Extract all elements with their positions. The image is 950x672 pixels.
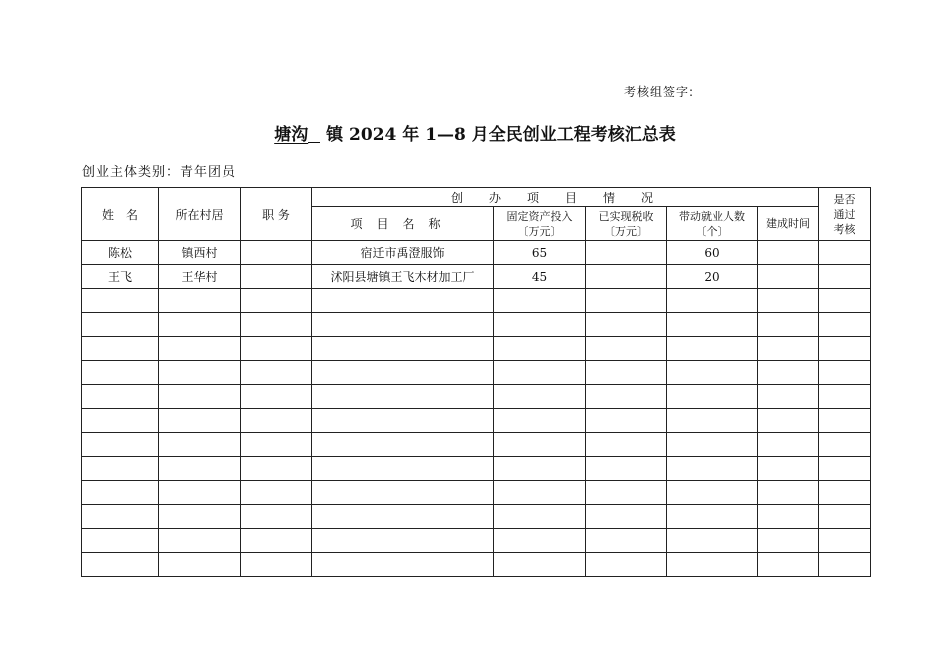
cell-position	[241, 289, 312, 313]
cell-tax	[586, 265, 667, 289]
cell-village	[159, 433, 241, 457]
cell-build-time	[758, 313, 819, 337]
cell-tax	[586, 553, 667, 577]
cell-passed	[819, 457, 871, 481]
cell-employment	[667, 289, 758, 313]
cell-employment: 20	[667, 265, 758, 289]
header-project-group: 创办项目情况	[312, 188, 819, 207]
cell-tax	[586, 289, 667, 313]
title-town: 塘沟	[274, 125, 309, 145]
empty-table-row	[82, 457, 871, 481]
cell-passed	[819, 361, 871, 385]
empty-table-row	[82, 313, 871, 337]
cell-position	[241, 241, 312, 265]
empty-table-row	[82, 481, 871, 505]
cell-village	[159, 457, 241, 481]
category-label: 创业主体类别：青年团员	[82, 165, 237, 180]
cell-project	[312, 457, 494, 481]
cell-position	[241, 433, 312, 457]
cell-fixed-assets	[494, 505, 586, 529]
cell-build-time	[758, 529, 819, 553]
cell-tax	[586, 337, 667, 361]
cell-tax	[586, 313, 667, 337]
cell-position	[241, 361, 312, 385]
header-build-time: 建成时间	[758, 207, 819, 241]
cell-project	[312, 505, 494, 529]
cell-fixed-assets: 65	[494, 241, 586, 265]
cell-tax	[586, 457, 667, 481]
cell-employment	[667, 505, 758, 529]
cell-project	[312, 529, 494, 553]
page-title	[0, 120, 950, 145]
cell-position	[241, 409, 312, 433]
cell-fixed-assets	[494, 457, 586, 481]
cell-project	[312, 289, 494, 313]
cell-tax	[586, 505, 667, 529]
cell-build-time	[758, 241, 819, 265]
cell-tax	[586, 241, 667, 265]
cell-fixed-assets	[494, 409, 586, 433]
cell-passed	[819, 385, 871, 409]
cell-project	[312, 313, 494, 337]
cell-position	[241, 313, 312, 337]
cell-position	[241, 265, 312, 289]
cell-name	[82, 409, 159, 433]
cell-fixed-assets	[494, 529, 586, 553]
cell-position	[241, 505, 312, 529]
header-name: 姓 名	[82, 188, 159, 241]
cell-employment	[667, 361, 758, 385]
cell-name	[82, 433, 159, 457]
cell-project	[312, 481, 494, 505]
empty-table-row	[82, 409, 871, 433]
cell-employment: 60	[667, 241, 758, 265]
cell-village: 王华村	[159, 265, 241, 289]
cell-position	[241, 553, 312, 577]
cell-project	[312, 337, 494, 361]
cell-build-time	[758, 505, 819, 529]
cell-build-time	[758, 337, 819, 361]
cell-village	[159, 481, 241, 505]
cell-village	[159, 385, 241, 409]
signature-label: 考核组签字:	[624, 85, 695, 99]
cell-passed	[819, 481, 871, 505]
cell-tax	[586, 481, 667, 505]
cell-employment	[667, 337, 758, 361]
cell-passed	[819, 553, 871, 577]
cell-name	[82, 313, 159, 337]
cell-build-time	[758, 361, 819, 385]
empty-table-row	[82, 505, 871, 529]
cell-build-time	[758, 385, 819, 409]
cell-fixed-assets	[494, 313, 586, 337]
cell-fixed-assets	[494, 481, 586, 505]
cell-village: 镇西村	[159, 241, 241, 265]
cell-tax	[586, 409, 667, 433]
header-project-name: 项目名称	[312, 207, 494, 241]
cell-employment	[667, 409, 758, 433]
cell-project	[312, 433, 494, 457]
cell-name	[82, 553, 159, 577]
title-town-underline	[308, 127, 320, 143]
cell-build-time	[758, 481, 819, 505]
cell-position	[241, 337, 312, 361]
cell-village	[159, 409, 241, 433]
cell-tax	[586, 361, 667, 385]
empty-table-row	[82, 289, 871, 313]
cell-village	[159, 529, 241, 553]
cell-name: 王飞	[82, 265, 159, 289]
cell-build-time	[758, 409, 819, 433]
cell-position	[241, 481, 312, 505]
cell-project	[312, 553, 494, 577]
cell-project	[312, 409, 494, 433]
cell-passed	[819, 529, 871, 553]
cell-passed	[819, 505, 871, 529]
header-tax: 已实现税收 〔万元〕	[586, 207, 667, 241]
cell-tax	[586, 385, 667, 409]
table-row	[82, 265, 871, 289]
cell-name: 陈松	[82, 241, 159, 265]
cell-project: 沭阳县塘镇王飞木材加工厂	[312, 265, 494, 289]
cell-employment	[667, 433, 758, 457]
empty-table-row	[82, 529, 871, 553]
cell-fixed-assets	[494, 433, 586, 457]
cell-village	[159, 337, 241, 361]
cell-village	[159, 505, 241, 529]
cell-employment	[667, 553, 758, 577]
header-position: 职 务	[241, 188, 312, 241]
cell-build-time	[758, 433, 819, 457]
cell-passed	[819, 313, 871, 337]
cell-fixed-assets	[494, 553, 586, 577]
cell-name	[82, 361, 159, 385]
cell-name	[82, 505, 159, 529]
cell-fixed-assets	[494, 361, 586, 385]
cell-name	[82, 289, 159, 313]
cell-fixed-assets	[494, 385, 586, 409]
empty-table-row	[82, 553, 871, 577]
empty-table-row	[82, 433, 871, 457]
cell-passed	[819, 409, 871, 433]
summary-table	[81, 187, 871, 577]
cell-passed	[819, 433, 871, 457]
cell-passed	[819, 289, 871, 313]
table-row	[82, 241, 871, 265]
cell-project	[312, 361, 494, 385]
cell-position	[241, 457, 312, 481]
header-fixed-assets: 固定资产投入 〔万元〕	[494, 207, 586, 241]
table-body	[82, 241, 871, 577]
cell-build-time	[758, 457, 819, 481]
header-village: 所在村居	[159, 188, 241, 241]
cell-position	[241, 529, 312, 553]
cell-build-time	[758, 289, 819, 313]
cell-name	[82, 337, 159, 361]
cell-village	[159, 313, 241, 337]
cell-name	[82, 457, 159, 481]
cell-project: 宿迁市禹澄服饰	[312, 241, 494, 265]
empty-table-row	[82, 337, 871, 361]
cell-employment	[667, 457, 758, 481]
cell-fixed-assets	[494, 337, 586, 361]
empty-table-row	[82, 385, 871, 409]
cell-fixed-assets	[494, 289, 586, 313]
cell-employment	[667, 385, 758, 409]
cell-passed	[819, 265, 871, 289]
cell-fixed-assets: 45	[494, 265, 586, 289]
cell-project	[312, 385, 494, 409]
cell-village	[159, 361, 241, 385]
cell-tax	[586, 529, 667, 553]
cell-passed	[819, 241, 871, 265]
cell-name	[82, 529, 159, 553]
cell-tax	[586, 433, 667, 457]
cell-position	[241, 385, 312, 409]
cell-employment	[667, 529, 758, 553]
cell-name	[82, 481, 159, 505]
cell-village	[159, 553, 241, 577]
cell-name	[82, 385, 159, 409]
cell-build-time	[758, 265, 819, 289]
empty-table-row	[82, 361, 871, 385]
cell-build-time	[758, 553, 819, 577]
header-employment: 带动就业人数 〔个〕	[667, 207, 758, 241]
cell-employment	[667, 481, 758, 505]
cell-employment	[667, 313, 758, 337]
cell-passed	[819, 337, 871, 361]
cell-village	[159, 289, 241, 313]
header-passed: 是否 通过 考核	[819, 188, 871, 241]
title-text: 镇 2024 年 1—8 月全民创业工程考核汇总表	[326, 125, 676, 145]
